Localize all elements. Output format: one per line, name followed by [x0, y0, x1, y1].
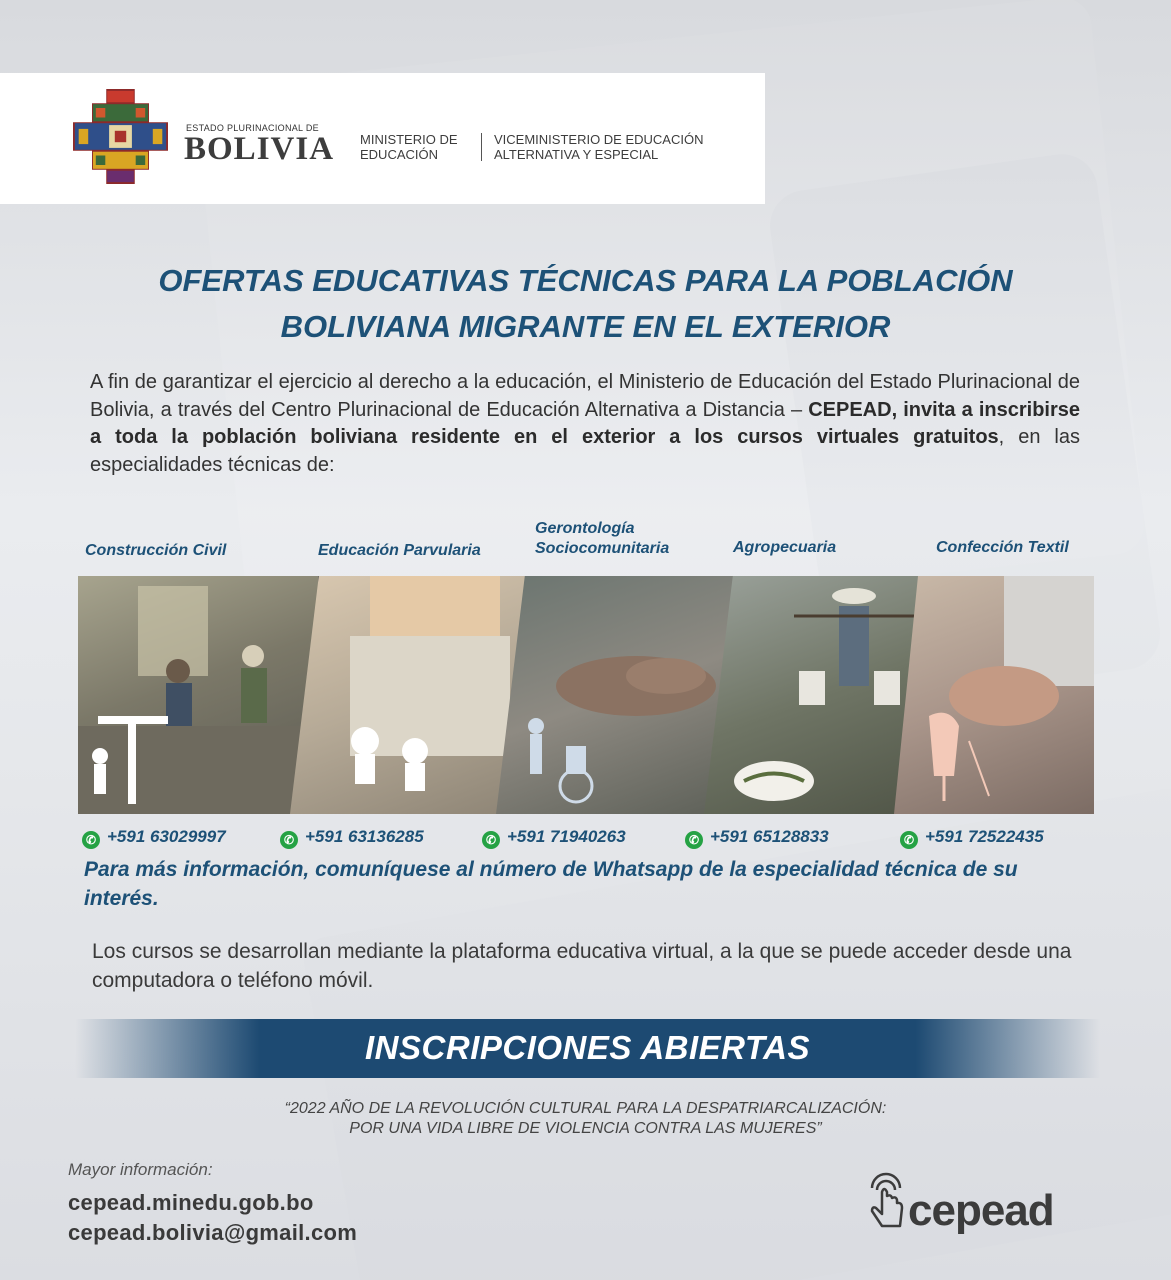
- header-divider: [481, 133, 482, 161]
- info-text: Para más información, comuníquese al número de Whatsapp de la especialidad técnica de su interés.: [84, 858, 1018, 910]
- viceministerio-label: VICEMINISTERIO DE EDUCACIÓN ALTERNATIVA Y ESPECIAL: [494, 132, 704, 162]
- phone-gerontologia: +591 71940263: [507, 827, 626, 846]
- year-quote: [0, 1099, 1171, 1139]
- category-educacion-parvularia: Educación Parvularia: [318, 542, 481, 559]
- whatsapp-icon: ✆: [82, 831, 100, 849]
- whatsapp-icon: ✆: [900, 831, 918, 849]
- ministerio-label: MINISTERIO DE EDUCACIÓN: [360, 132, 458, 162]
- website-link[interactable]: cepead.minedu.gob.bo: [68, 1190, 314, 1215]
- bolivia-wordmark: BOLIVIA: [184, 131, 335, 167]
- courses-text: Los cursos se desarrollan mediante la plataforma educativa virtual, a la que se puede acceder desde una computadora o teléfono móvil.: [92, 940, 1072, 992]
- intro-bold-text: CEPEAD, invita a inscribirse a toda la población boliviana residente en el exterior a los cursos virtuales gratuitos: [90, 398, 1080, 448]
- photo-confeccion-textil: [894, 576, 1094, 814]
- whatsapp-parvularia[interactable]: [280, 827, 424, 849]
- quote-line-2: POR UNA VIDA LIBRE DE VIOLENCIA CONTRA LAS MUJERES”: [349, 1120, 822, 1137]
- inscripciones-label: INSCRIPCIONES ABIERTAS: [365, 1029, 810, 1066]
- header-banner: [0, 73, 765, 204]
- page-title: [0, 258, 1171, 350]
- whatsapp-icon: ✆: [482, 831, 500, 849]
- category-gerontologia-line2: Sociocomunitaria: [535, 540, 670, 557]
- whatsapp-construccion[interactable]: [82, 827, 226, 849]
- phone-agropecuaria: +591 65128833: [710, 827, 829, 846]
- category-gerontologia: [535, 519, 669, 559]
- cepead-wordmark: cepead: [908, 1186, 1054, 1235]
- touch-hand-icon: [862, 1168, 910, 1232]
- category-construccion-civil: Construcción Civil: [85, 542, 227, 559]
- category-agropecuaria: Agropecuaria: [733, 539, 837, 556]
- photo-educacion-parvularia: [290, 576, 530, 814]
- elderly-hands-illustration: [496, 576, 736, 814]
- title-line-1: OFERTAS EDUCATIVAS TÉCNICAS PARA LA POBLACIÓN: [158, 263, 1013, 298]
- cepead-logo: [862, 1166, 1102, 1236]
- mayor-informacion-label: Mayor información:: [68, 1160, 213, 1179]
- bolivia-chakana-logo: [73, 89, 168, 184]
- whatsapp-icon: ✆: [280, 831, 298, 849]
- intro-paragraph: [90, 369, 1080, 479]
- category-confeccion-textil: Confección Textil: [936, 539, 1069, 556]
- quote-line-1: “2022 AÑO DE LA REVOLUCIÓN CULTURAL PARA LA DESPATRIARCALIZACIÓN:: [284, 1100, 887, 1117]
- intro-text-2: , en las especialidades técnicas de:: [90, 426, 1080, 476]
- sewing-illustration: [894, 576, 1094, 814]
- estado-plurinacional-label: ESTADO PLURINACIONAL DE: [186, 123, 319, 133]
- whatsapp-icon: ✆: [685, 831, 703, 849]
- photo-construccion-civil: [78, 576, 318, 814]
- photo-gerontologia: [496, 576, 736, 814]
- whatsapp-gerontologia[interactable]: [482, 827, 626, 849]
- category-gerontologia-line1: Gerontología: [535, 520, 635, 537]
- whatsapp-textil[interactable]: [900, 827, 1044, 849]
- specialties-photo-strip: [78, 576, 1094, 814]
- intro-text-1: A fin de garantizar el ejercicio al derecho a la educación, el Ministerio de Educación del Estado Plurinacional de Bolivia, a través del Centro Plurinacional de Educación Alternativa a Distancia –: [90, 371, 1080, 421]
- inscripciones-banner: [75, 1019, 1100, 1078]
- phone-construccion: +591 63029997: [107, 827, 226, 846]
- title-line-2: BOLIVIANA MIGRANTE EN EL EXTERIOR: [280, 309, 891, 344]
- child-illustration: [290, 576, 530, 814]
- phone-parvularia: +591 63136285: [305, 827, 424, 846]
- email-link[interactable]: cepead.bolivia@gmail.com: [68, 1220, 358, 1245]
- phone-textil: +591 72522435: [925, 827, 1044, 846]
- whatsapp-agropecuaria[interactable]: [685, 827, 829, 849]
- construction-illustration: [78, 576, 318, 814]
